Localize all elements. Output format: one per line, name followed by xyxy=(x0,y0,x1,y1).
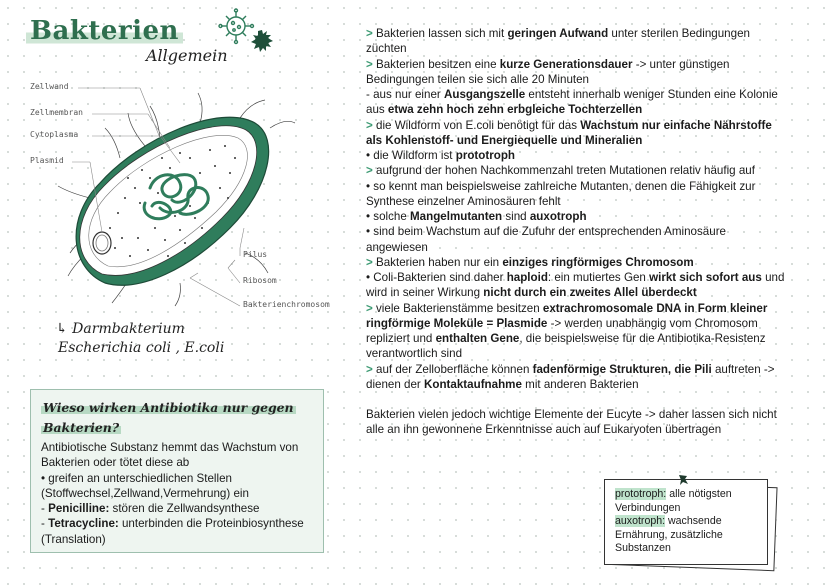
text-segment: - aus nur einer xyxy=(366,88,444,101)
text-segment: - xyxy=(41,502,49,516)
text-segment: mit anderen Bakterien xyxy=(521,377,639,391)
arrow-bullet-icon: > xyxy=(366,57,373,71)
note-line xyxy=(366,87,786,118)
bold-text: nicht durch ein zweites Allel überdeckt xyxy=(483,286,697,300)
def-prototroph: alle nötigsten Verbindungen xyxy=(615,488,732,514)
note-line xyxy=(366,407,786,438)
bold-text: fadenförmige Strukturen, die Pili xyxy=(532,362,712,376)
text-segment: • greifen an unterschiedlichen Stellen (Stoffwechsel,Zellwand,Vermehrung) ein xyxy=(41,471,249,500)
text-segment: - xyxy=(41,517,49,531)
text-segment: • Coli-Bakterien sind daher xyxy=(366,271,507,284)
note-line xyxy=(366,209,786,224)
text-segment: -> werden unabhängig vom Chromosom repliziert und xyxy=(366,316,758,345)
note-line xyxy=(366,118,786,149)
box-line xyxy=(41,471,313,502)
bold-text: Ausgangszelle xyxy=(443,88,526,101)
text-segment: : ein mutiertes Gen xyxy=(547,271,650,284)
page-subtitle: Allgemein xyxy=(146,46,228,65)
text-segment: • die Wildform ist xyxy=(366,149,456,162)
definitions-sticky-note xyxy=(604,479,768,565)
bold-text: extrachromosomale DNA in Form kleiner ringförmige Moleküle = Plasmide xyxy=(366,301,768,330)
pin-icon xyxy=(676,472,692,488)
label-cytoplasma: Cytoplasma xyxy=(30,130,79,139)
bold-text: Tetracycline: xyxy=(48,517,119,531)
species-line-2: Escherichia coli , E.coli xyxy=(58,340,225,356)
text-segment: unter sterilen Bedingungen züchten xyxy=(366,27,750,56)
text-segment: die Wildform von E.coli benötigt für das xyxy=(372,118,581,132)
bold-text: enthalten Gene xyxy=(435,332,520,345)
box-line xyxy=(41,440,313,471)
bold-text: Wachstum nur einfache Nährstoffe als Kohlenstoff- und Energiequelle und Mineralien xyxy=(366,118,772,147)
note-line xyxy=(366,224,786,255)
text-segment: sind xyxy=(502,210,530,223)
text-segment: auf der Zelloberfläche können xyxy=(372,362,533,376)
text-segment: • sind beim Wachstum auf die Zufuhr der entsprechenden Aminosäure angewiesen xyxy=(366,225,727,254)
note-line xyxy=(366,270,786,301)
note-line xyxy=(366,362,786,393)
text-segment: Antibiotische Substanz hemmt das Wachstum von Bakterien oder tötet diese ab xyxy=(41,441,299,470)
arrow-bullet-icon: > xyxy=(366,164,373,178)
text-segment: viele Bakterienstämme besitzen xyxy=(372,301,543,315)
label-zellmembran: Zellmembran xyxy=(30,108,83,117)
arrow-bullet-icon: > xyxy=(366,362,373,376)
note-line xyxy=(366,26,786,57)
label-ribosom: Ribosom xyxy=(243,276,277,285)
bold-text: wirkt sich sofort xyxy=(649,271,739,284)
species-line-1: ↳ Darmbakterium xyxy=(56,321,185,337)
bold-text: Kontaktaufnahme xyxy=(424,377,522,391)
text-segment: , die beispielsweise für die Antibiotika-Resistenz verantwortlich sind xyxy=(366,332,766,361)
bold-text: etwa zehn hoch zehn erbgleiche Tochterzellen xyxy=(387,103,643,117)
bold-text: Penicilline: xyxy=(48,502,110,516)
antibiotics-box xyxy=(30,389,324,553)
term-auxotroph: auxotroph: xyxy=(615,515,666,527)
label-bakterienchromosom: Bakterienchromosom xyxy=(243,300,330,309)
note-line xyxy=(366,179,786,210)
bacterium-diagram xyxy=(30,78,340,308)
note-line xyxy=(366,301,786,362)
box-line xyxy=(41,501,313,516)
box-heading-line-1: Wieso wirken Antibiotika nur gegen xyxy=(43,400,294,415)
notes-column xyxy=(366,26,786,438)
label-pilus: Pilus xyxy=(243,250,268,259)
paragraph-gap xyxy=(366,392,786,407)
box-line xyxy=(41,516,313,547)
bold-text: prototroph xyxy=(455,149,515,162)
box-body xyxy=(41,440,313,547)
bold-text: kurze Generationsdauer xyxy=(499,57,633,71)
arrow-bullet-icon: > xyxy=(366,27,373,40)
text-segment: stören die Zellwandsynthese xyxy=(109,502,260,516)
label-zellwand: Zellwand xyxy=(30,82,69,91)
bold-text: auxotroph xyxy=(529,210,587,223)
bold-text: haploid xyxy=(506,271,548,284)
text-segment: Bakterien haben nur ein xyxy=(372,255,503,269)
text-segment: • so kennt man beispielsweise zahlreiche Mutanten, denen die Fähigkeit zur Synthese einzelner Aminosäuren fehlt xyxy=(366,179,756,208)
bold-text: einziges ringförmiges Chromosom xyxy=(502,255,694,269)
bold-text: aus xyxy=(741,271,762,284)
term-prototroph: prototroph: xyxy=(615,488,667,500)
text-segment: unterbinden die Proteinbiosynthese (Translation) xyxy=(41,517,304,546)
text-segment: Bakterien vielen jedoch wichtige Elemente der Eucyte -> daher lassen sich nicht alle an ihn gewonnene Erkenntnisse auch auf Eukaryoten übertragen xyxy=(366,408,777,437)
note-line xyxy=(366,255,786,270)
bold-text: geringen Aufwand xyxy=(507,27,609,40)
note-line xyxy=(366,163,786,178)
bold-text: Mangelmutanten xyxy=(410,210,503,223)
species-note xyxy=(56,320,224,358)
text-segment: Bakterien besitzen eine xyxy=(372,57,500,71)
text-segment: entsteht innerhalb weniger Stunden eine Kolonie aus xyxy=(366,88,778,117)
virus-icon xyxy=(218,8,278,56)
text-segment: -> unter günstigen Bedingungen teilen sie sich alle 20 Minuten xyxy=(366,57,730,86)
page-title: Bakterien xyxy=(26,16,183,46)
arrow-bullet-icon: > xyxy=(366,118,373,132)
arrow-bullet-icon: > xyxy=(366,301,373,315)
label-plasmid: Plasmid xyxy=(30,156,64,165)
text-segment: aufgrund der hohen Nachkommenzahl treten Mutationen relativ häufig auf xyxy=(372,164,755,178)
text-segment: Bakterien lassen sich mit xyxy=(372,27,508,40)
text-segment: und wird in seiner Wirkung xyxy=(366,271,785,300)
note-line xyxy=(366,57,786,88)
text-segment: auftreten -> dienen der xyxy=(366,362,775,391)
def-auxotroph: wachsende Ernährung, zusätzliche Substanzen xyxy=(615,515,723,554)
arrow-bullet-icon: > xyxy=(366,255,373,269)
text-segment: • solche xyxy=(366,210,411,223)
box-heading-line-2: Bakterien? xyxy=(43,420,120,435)
note-line xyxy=(366,148,786,163)
